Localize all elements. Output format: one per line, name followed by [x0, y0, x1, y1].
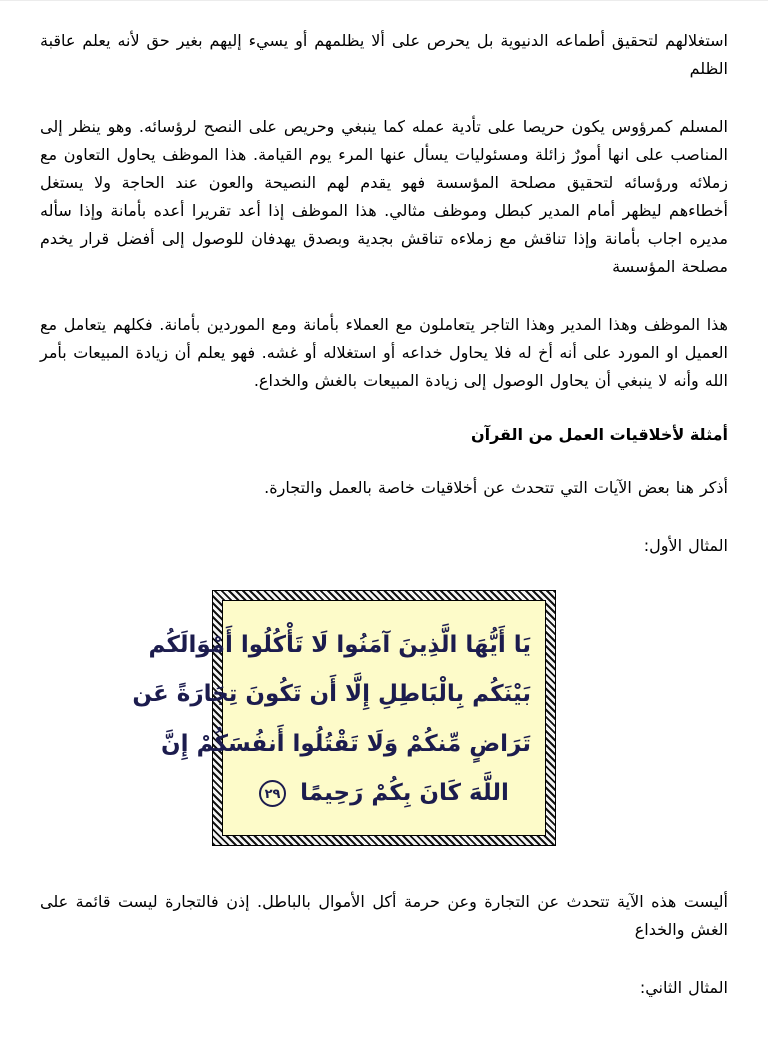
verse-line: بَيْنَكُم بِالْبَاطِلِ إِلَّا أَن تَكُونَ تِجَارَةً عَن — [132, 681, 531, 708]
verse-line-text: اللَّهَ كَانَ بِكُمْ رَحِيمًا — [300, 780, 509, 807]
quran-verse-image — [132, 590, 556, 846]
paragraph-employee-conduct: المسلم كمرؤوس يكون حريصا على تأدية عمله كما ينبغي وحريص على النصح لرؤسائه. وهو ينظر إلى المناصب على انها أمورٌ زائلة ومسئوليات يسأل عنها المرء يوم القيامة. هذا الموظف يحاول التعاون مع زملائه ورؤسائه لتحقيق مصلحة المؤسسة فهو يقدم لهم النصيحة والعون عند الحاجة ولا يستغل أخطاءهم ليظهر أمام المدير كبطل وموظف مثالي. هذا الموظف إذا أعد تقريرا أعده بأمانة وإذا سأله مديره اجاب بأمانة وإذا تناقش مع زملاءه تناقش بجدية وبصدق يهدفان للوصول إلى أفضل قرار يخدم مصلحة المؤسسة — [40, 117, 728, 276]
intro-line: أذكر هنا بعض الآيات التي تتحدث عن أخلاقيات خاصة بالعمل والتجارة. — [264, 478, 728, 497]
document-page — [0, 1, 768, 1042]
quran-verse-text — [132, 600, 546, 836]
ayah-number-badge: ٢٩ — [259, 780, 286, 807]
verse-line: يَا أَيُّهَا الَّذِينَ آمَنُوا لَا تَأْكُلُوا أَمْوَالَكُم — [148, 632, 531, 658]
example-1-label: المثال الأول: — [643, 536, 728, 555]
after-verse-paragraph: أليست هذه الآية تتحدث عن التجارة وعن حرمة أكل الأموال بالباطل. إذن فالتجارة ليست قائمة على الغش والخداع — [40, 891, 728, 939]
verse-line — [237, 769, 531, 818]
paragraph-honest-dealing: هذا الموظف وهذا المدير وهذا التاجر يتعاملون مع العملاء بأمانة ومع الموردين بأمانة. فكلهم يتعامل مع العميل او المورد على أنه أخ له فلا يحاول خداعه أو استغلاله أو غشه. فهو يعلم أن زيادة المبيعات بأمر الله وأنه لا ينبغي أن يحاول الوصول إلى زيادة المبيعات بالغش والخداع. — [40, 315, 728, 390]
verse-line: تَرَاضٍ مِّنكُمْ وَلَا تَقْتُلُوا أَنفُسَكُمْ إِنَّ — [161, 730, 531, 757]
paragraph-oppression: استغلالهم لتحقيق أطماعه الدنيوية بل يحرص على ألا يظلمهم أو يسيء إليهم بغير حق لأنه يعلم عاقبة الظلم — [40, 31, 728, 78]
section-heading: أمثلة لأخلاقيات العمل من القرآن — [470, 425, 728, 444]
example-2-label: المثال الثاني: — [639, 977, 728, 997]
